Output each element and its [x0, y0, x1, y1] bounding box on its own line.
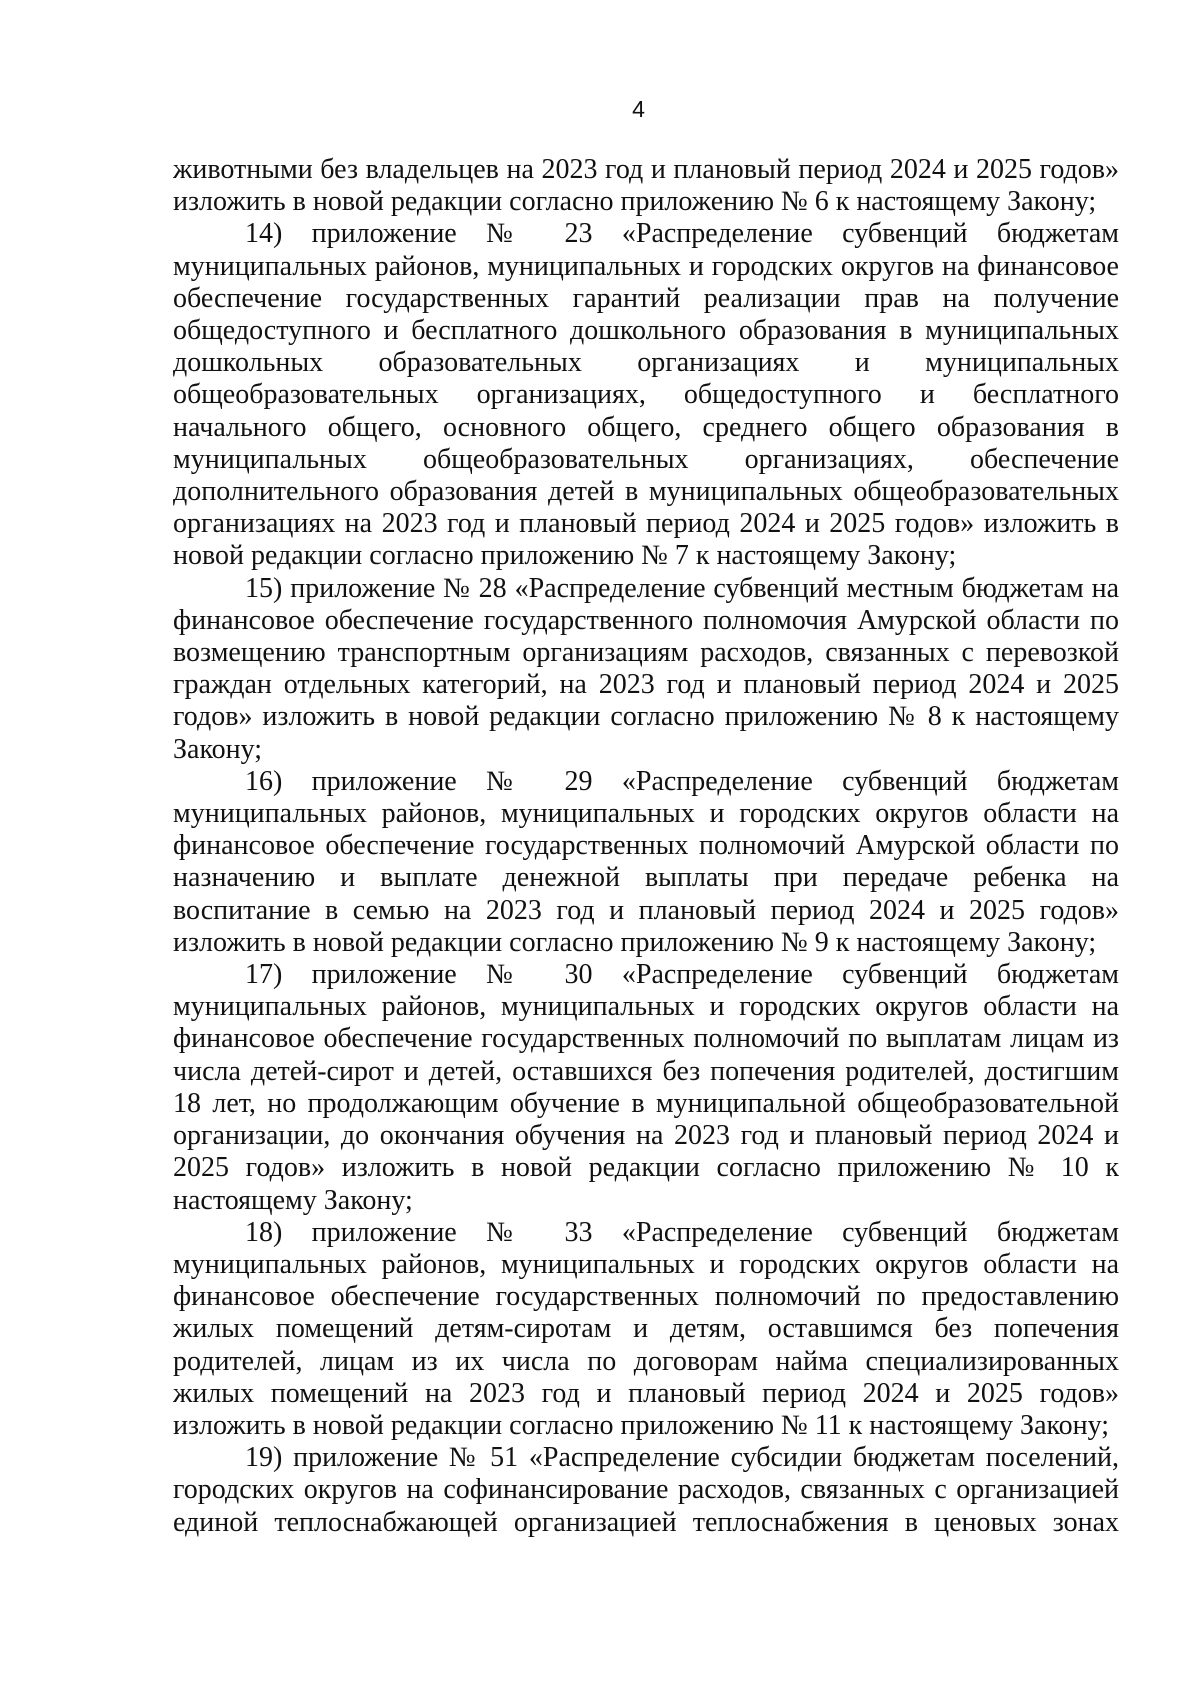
document-body — [173, 154, 1119, 1539]
paragraph-item-17: 17) приложение № 30 «Распределение субвенций бюджетам муниципальных районов, муниципальных и городских округов области на финансовое обеспечение государственных полномочий по выплатам лицам из числа детей-сирот и детей, оставшихся без попечения родителей, достигшим 18 лет, но продолжающим обучение в муниципальной общеобразовательной организации, до окончания обучения на 2023 год и плановый период 2024 и 2025 годов» изложить в новой редакции согласно приложению № 10 к настоящему Закону; — [173, 959, 1119, 1216]
paragraph-item-15: 15) приложение № 28 «Распределение субвенций местным бюджетам на финансовое обеспечение государственного полномочия Амурской области по возмещению транспортным организациям расходов, связанных с перевозкой граждан отдельных категорий, на 2023 год и плановый период 2024 и 2025 годов» изложить в новой редакции согласно приложению № 8 к настоящему Закону; — [173, 572, 1119, 765]
paragraph-item-19: 19) приложение № 51 «Распределение субсидии бюджетам поселений, городских округов на софинансирование расходов, связанных с организацией единой теплоснабжающей организацией теплоснабжения в ценовых зонах — [173, 1442, 1119, 1538]
paragraph-item-16: 16) приложение № 29 «Распределение субвенций бюджетам муниципальных районов, муниципальных и городских округов области на финансовое обеспечение государственных полномочий Амурской области по назначению и выплате денежной выплаты при передаче ребенка на воспитание в семью на 2023 год и плановый период 2024 и 2025 годов» изложить в новой редакции согласно приложению № 9 к настоящему Закону; — [173, 765, 1119, 958]
page-number: 4 — [632, 96, 645, 122]
paragraph-item-14: 14) приложение № 23 «Распределение субвенций бюджетам муниципальных районов, муниципальных и городских округов на финансовое обеспечение государственных гарантий реализации прав на получение общедоступного и бесплатного дошкольного образования в муниципальных дошкольных образовательных организациях и муниципальных общеобразовательных организациях, общедоступного и бесплатного начального общего, основного общего, среднего общего образования в муниципальных общеобразовательных организациях, обеспечение дополнительного образования детей в муниципальных общеобразовательных организациях на 2023 год и плановый период 2024 и 2025 годов» изложить в новой редакции согласно приложению № 7 к настоящему Закону; — [173, 218, 1119, 572]
paragraph-continuation: животными без владельцев на 2023 год и плановый период 2024 и 2025 годов» изложить в новой редакции согласно приложению № 6 к настоящему Закону; — [173, 154, 1119, 218]
paragraph-item-18: 18) приложение № 33 «Распределение субвенций бюджетам муниципальных районов, муниципальных и городских округов области на финансовое обеспечение государственных полномочий по предоставлению жилых помещений детям-сиротам и детям, оставшимся без попечения родителей, лицам из их числа по договорам найма специализированных жилых помещений на 2023 год и плановый период 2024 и 2025 годов» изложить в новой редакции согласно приложению № 11 к настоящему Закону; — [173, 1216, 1119, 1441]
